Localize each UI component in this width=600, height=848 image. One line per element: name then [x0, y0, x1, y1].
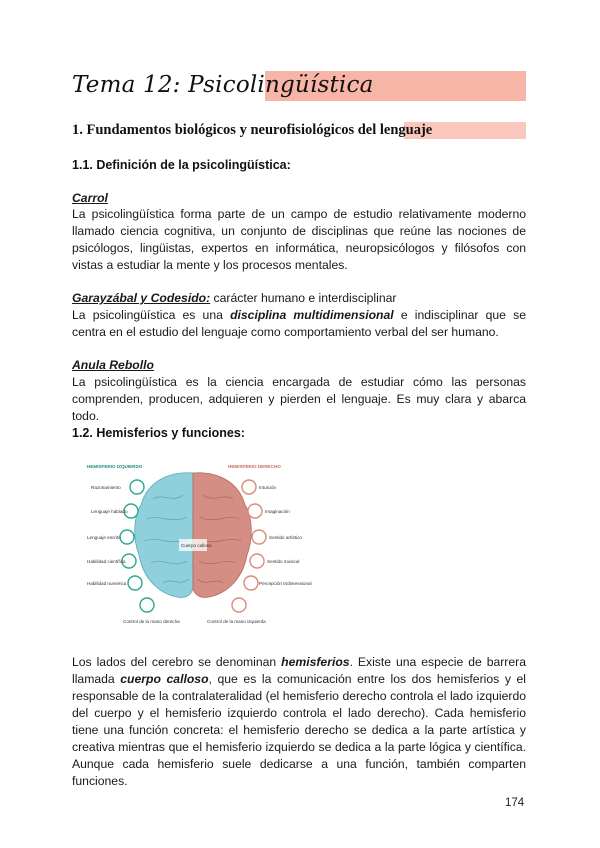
- left-label-3: Lenguaje escrito: [87, 535, 121, 540]
- right-icon-4: [250, 554, 264, 568]
- page-number: 174: [505, 797, 525, 809]
- right-icon-6: [232, 598, 246, 612]
- left-icon-3: [120, 530, 134, 544]
- figure-right-header: HEMISFERIO DERECHO: [228, 464, 281, 469]
- right-hemisphere-shape: [193, 473, 251, 598]
- left-icon-1: [130, 480, 144, 494]
- carrol-paragraph: La psicolingüística forma parte de un campo de estudio relativamente moderno llamado ciencia cognitiva, un conjunto de disciplinas que reúne las nociones de psicólogos, lingüistas, expertos en informática, neuropsicólogos y filósofos con vistas a estudiar la mente y los procesos mentales.: [72, 207, 526, 272]
- brain-figure-svg: [83, 459, 312, 633]
- author-garayzabal: Garayzábal y Codesido:: [72, 291, 211, 305]
- author-carrol: Carrol: [72, 191, 108, 205]
- garayzabal-tagline: carácter humano e interdisciplinar: [210, 291, 397, 305]
- garayzabal-emphasis: disciplina multidimensional: [230, 308, 394, 322]
- left-label-5: Habilidad numérica: [87, 581, 127, 586]
- author-anula-rebollo: Anula Rebollo: [72, 358, 154, 372]
- closing-text-3: , que es la comunicación entre los dos hemisferios y el responsable de la contralateralidad (el hemisferio derecho controla el lado izquierdo del cuerpo y el hemisferio izquierdo controla el lado derecho). Cada hemisferio tiene una función concreta: el hemisferio derecho se dedica a la parte artística y creativa mientras que el hemisferio izquierdo se dedica a la parte lógica y científica. Aunque cada hemisferio suele dedicarse a una función, también comparten funciones.: [72, 672, 526, 788]
- subsection-heading-definition: 1.1. Definición de la psicolingüística:: [72, 158, 291, 172]
- right-label-2: Imaginación: [265, 509, 290, 514]
- anula-paragraph: La psicolingüística es la ciencia encargada de estudiar cómo las personas comprenden, producen, adquieren y pierden el lenguaje. Es muy clara y abarca todo.: [72, 375, 526, 423]
- right-icon-2: [248, 504, 262, 518]
- figure-center-label: Cuerpo calloso: [181, 543, 212, 548]
- closing-text-1: Los lados del cerebro se denominan: [72, 655, 282, 669]
- section-heading: 1. Fundamentos biológicos y neurofisiológicos del lenguaje: [72, 122, 433, 138]
- garayzabal-paragraph: [72, 307, 526, 341]
- right-label-5: Percepción tridimensional: [259, 581, 312, 586]
- right-icon-5: [244, 576, 258, 590]
- left-label-6: Control de la mano derecha: [123, 619, 180, 624]
- left-label-1: Razonamiento: [91, 485, 121, 490]
- closing-emphasis-hemisferios: hemisferios: [281, 655, 350, 669]
- right-label-3: Sentido artístico: [269, 535, 302, 540]
- closing-paragraph: [72, 654, 526, 790]
- right-label-1: Intuición: [259, 485, 277, 490]
- left-hemisphere-shape: [135, 473, 193, 598]
- right-icon-3: [252, 530, 266, 544]
- garayzabal-text-after: e indisciplinar que se centra en el estudio del lenguaje como comportamiento verbal del ser humano.: [72, 308, 526, 339]
- brain-hemispheres-figure: [83, 459, 312, 633]
- right-icon-1: [242, 480, 256, 494]
- closing-text-2: . Existe una especie de barrera llamada: [72, 655, 526, 686]
- left-label-4: Habilidad científica: [87, 559, 126, 564]
- left-icon-6: [140, 598, 154, 612]
- subsection-heading-hemispheres: 1.2. Hemisferios y funciones:: [72, 426, 245, 440]
- page-title: Tema 12: Psicolingüística: [72, 72, 374, 98]
- right-label-6: Control de la mano izquierda: [207, 619, 266, 624]
- right-label-4: Sentido musical: [267, 559, 300, 564]
- left-label-2: Lenguaje hablado: [91, 509, 128, 514]
- garayzabal-text-before: La psicolingüística es una: [72, 308, 231, 322]
- closing-emphasis-cuerpo-calloso: cuerpo calloso: [120, 672, 209, 686]
- garayzabal-line: [72, 290, 396, 307]
- figure-left-header: HEMISFERIO IZQUIERDO: [87, 464, 143, 469]
- left-icon-5: [128, 576, 142, 590]
